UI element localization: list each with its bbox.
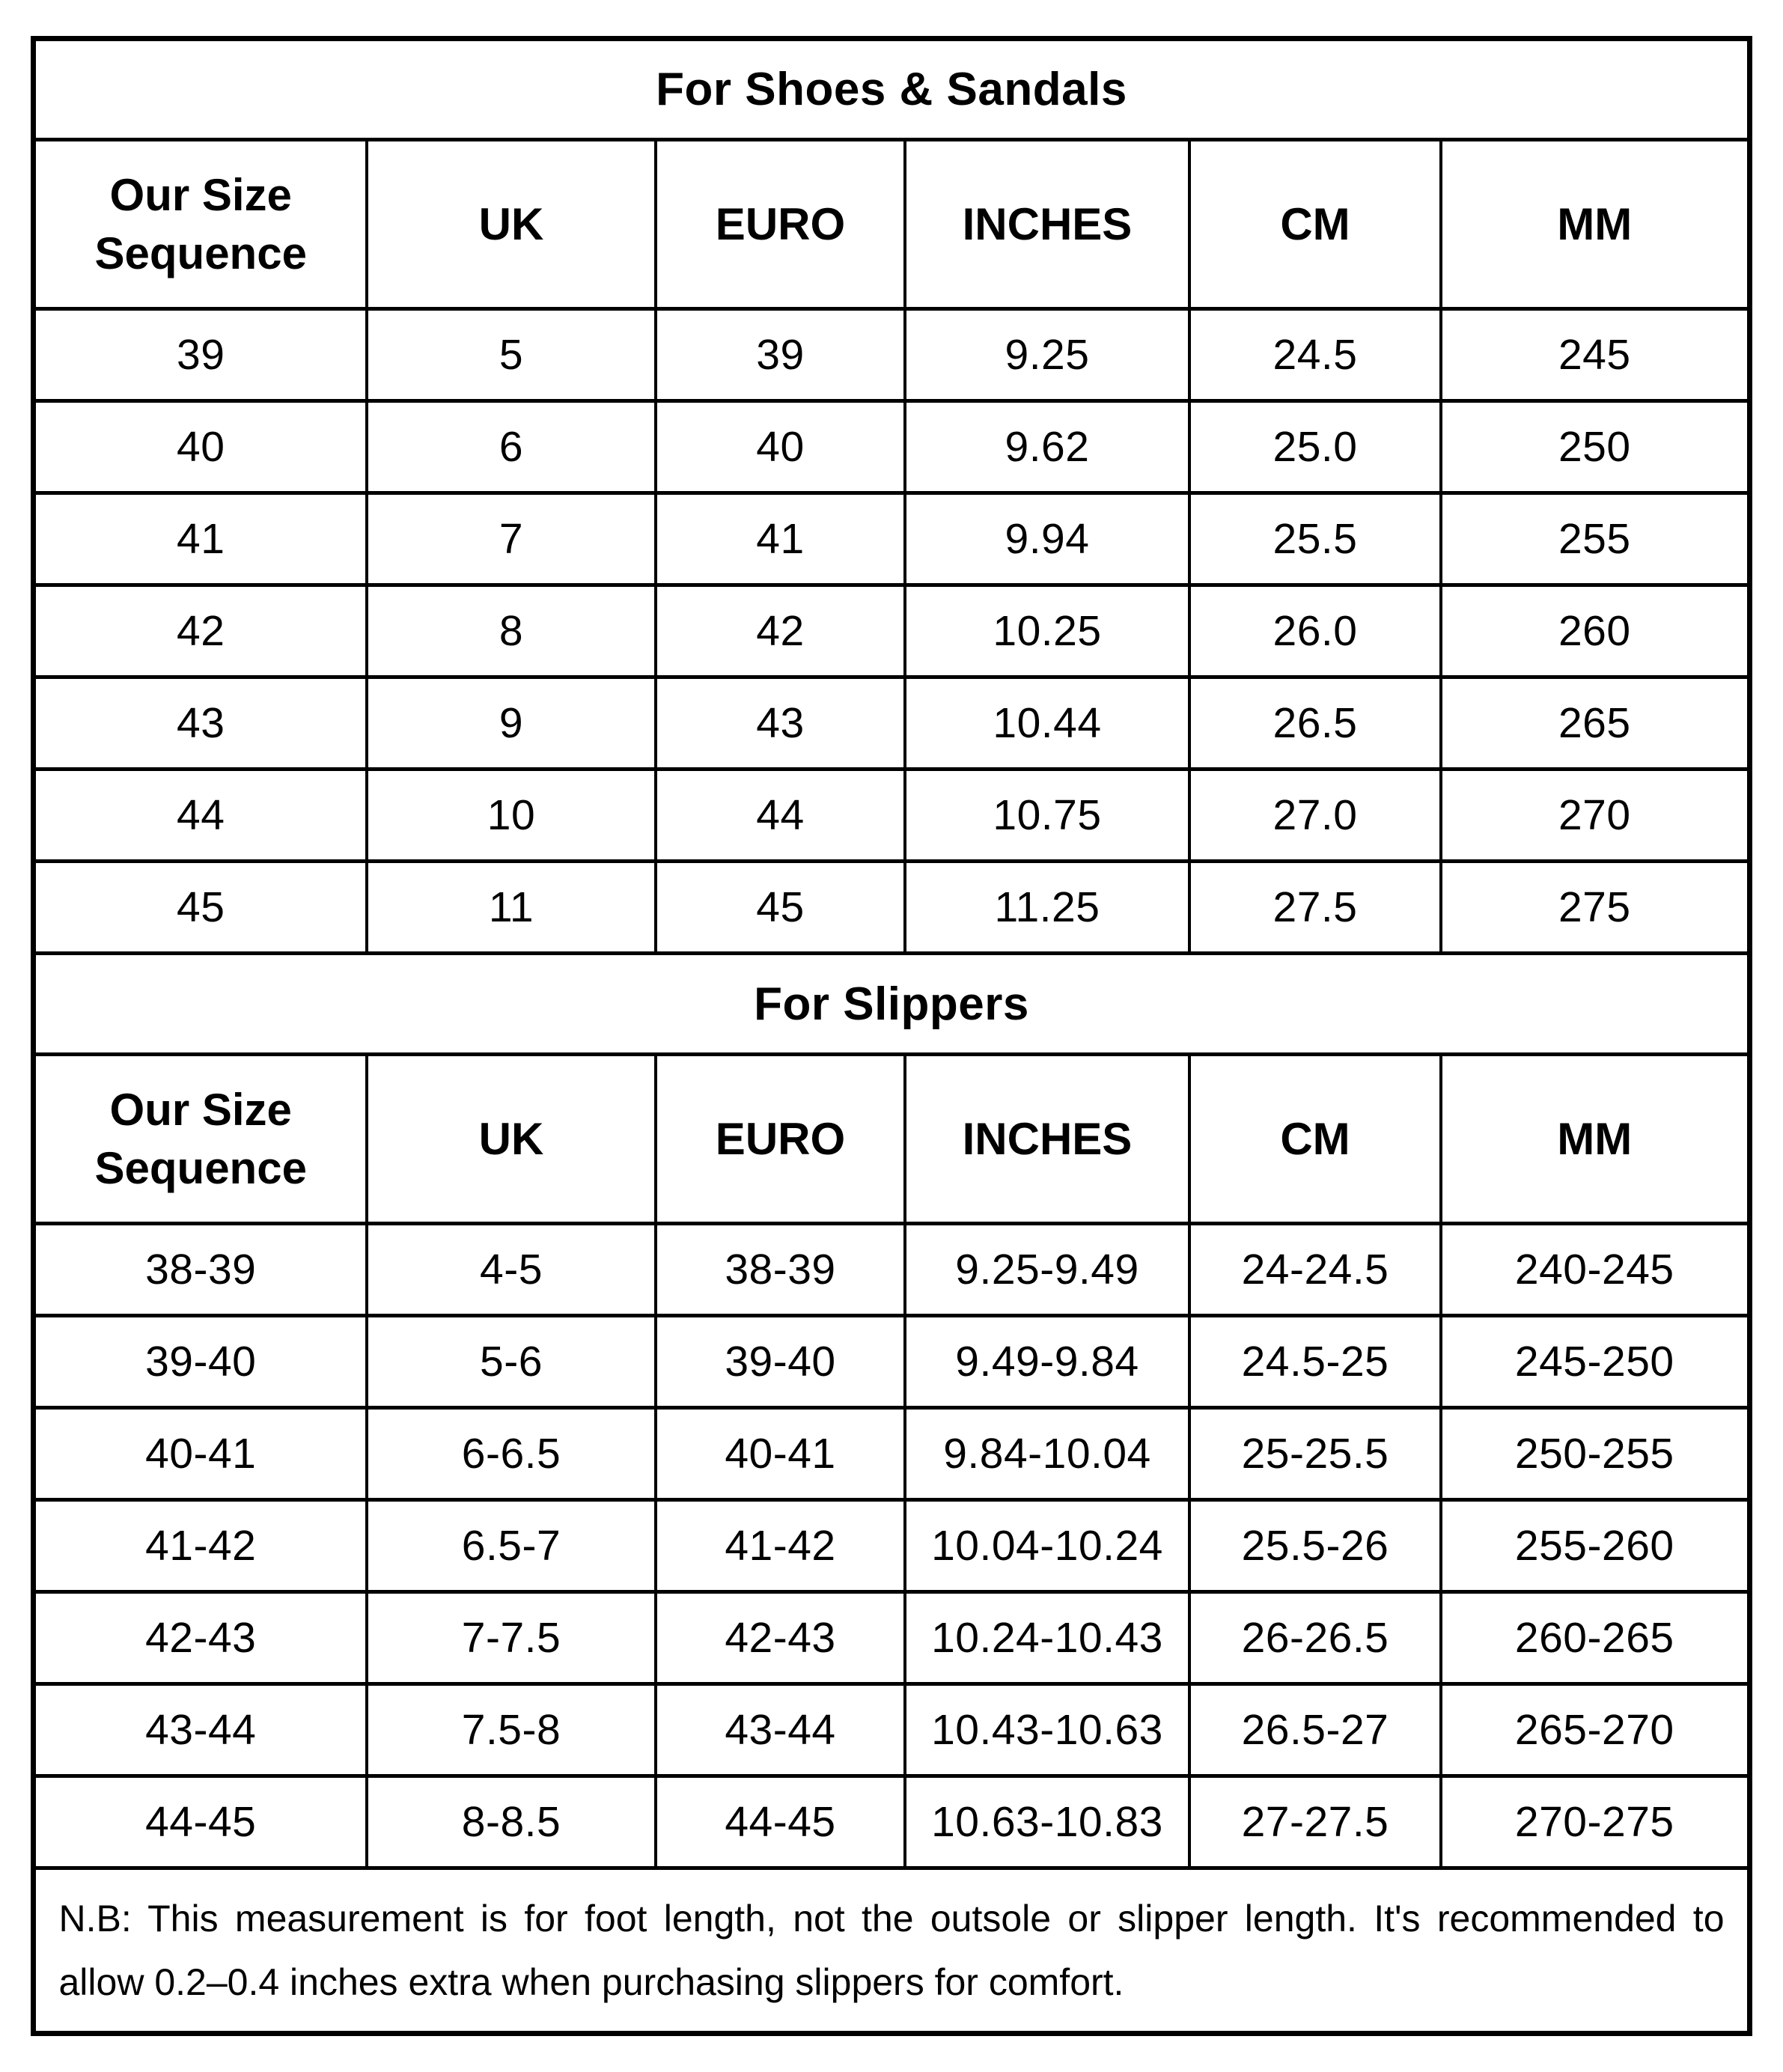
- cell-slippers-6-4: 27-27.5: [1189, 1776, 1441, 1868]
- cell-shoes-3-2: 42: [656, 585, 905, 677]
- section-title-slippers: For Slippers: [34, 954, 1749, 1055]
- cell-slippers-4-4: 26-26.5: [1189, 1592, 1441, 1684]
- table-row-slippers-4: [34, 1592, 1749, 1684]
- table-row-shoes-4: [34, 677, 1749, 770]
- note-row: [34, 1868, 1749, 2034]
- cell-slippers-0-2: 38-39: [656, 1224, 905, 1316]
- cell-shoes-3-1: 8: [367, 585, 656, 677]
- table-row-slippers-1: [34, 1316, 1749, 1408]
- cell-shoes-5-1: 10: [367, 770, 656, 862]
- table-row-slippers-6: [34, 1776, 1749, 1868]
- cell-shoes-6-2: 45: [656, 862, 905, 954]
- cell-shoes-4-0: 43: [34, 677, 367, 770]
- cell-shoes-3-4: 26.0: [1189, 585, 1441, 677]
- cell-shoes-2-0: 41: [34, 493, 367, 585]
- cell-slippers-2-0: 40-41: [34, 1408, 367, 1500]
- cell-shoes-1-1: 6: [367, 401, 656, 493]
- table-row-shoes-6: [34, 862, 1749, 954]
- cell-shoes-4-3: 10.44: [905, 677, 1189, 770]
- column-header-slippers-4: CM: [1189, 1055, 1441, 1224]
- cell-slippers-6-2: 44-45: [656, 1776, 905, 1868]
- cell-slippers-3-3: 10.04-10.24: [905, 1500, 1189, 1592]
- cell-shoes-1-2: 40: [656, 401, 905, 493]
- cell-shoes-6-4: 27.5: [1189, 862, 1441, 954]
- cell-slippers-1-5: 245-250: [1441, 1316, 1749, 1408]
- cell-slippers-3-0: 41-42: [34, 1500, 367, 1592]
- cell-slippers-3-1: 6.5-7: [367, 1500, 656, 1592]
- cell-shoes-3-3: 10.25: [905, 585, 1189, 677]
- cell-slippers-2-5: 250-255: [1441, 1408, 1749, 1500]
- column-header-slippers-1: UK: [367, 1055, 656, 1224]
- cell-shoes-3-5: 260: [1441, 585, 1749, 677]
- cell-slippers-4-2: 42-43: [656, 1592, 905, 1684]
- cell-slippers-2-2: 40-41: [656, 1408, 905, 1500]
- cell-shoes-4-4: 26.5: [1189, 677, 1441, 770]
- cell-slippers-0-0: 38-39: [34, 1224, 367, 1316]
- cell-shoes-0-0: 39: [34, 309, 367, 401]
- cell-slippers-4-3: 10.24-10.43: [905, 1592, 1189, 1684]
- column-header-slippers-5: MM: [1441, 1055, 1749, 1224]
- table-row-shoes-0: [34, 309, 1749, 401]
- table-row-shoes-2: [34, 493, 1749, 585]
- cell-shoes-1-3: 9.62: [905, 401, 1189, 493]
- cell-slippers-3-2: 41-42: [656, 1500, 905, 1592]
- cell-slippers-6-1: 8-8.5: [367, 1776, 656, 1868]
- cell-slippers-5-0: 43-44: [34, 1684, 367, 1776]
- cell-shoes-0-1: 5: [367, 309, 656, 401]
- section-title-shoes: For Shoes & Sandals: [34, 39, 1749, 140]
- cell-shoes-1-5: 250: [1441, 401, 1749, 493]
- cell-slippers-3-4: 25.5-26: [1189, 1500, 1441, 1592]
- cell-shoes-5-5: 270: [1441, 770, 1749, 862]
- cell-shoes-1-4: 25.0: [1189, 401, 1441, 493]
- section-title-row-slippers: [34, 954, 1749, 1055]
- cell-slippers-1-3: 9.49-9.84: [905, 1316, 1189, 1408]
- cell-slippers-2-3: 9.84-10.04: [905, 1408, 1189, 1500]
- cell-slippers-6-3: 10.63-10.83: [905, 1776, 1189, 1868]
- cell-shoes-0-5: 245: [1441, 309, 1749, 401]
- cell-slippers-4-1: 7-7.5: [367, 1592, 656, 1684]
- note-text: N.B: This measurement is for foot length, not the outsole or slipper length. It's recommended to allow 0.2–0.4 inches extra when purchasing slippers for comfort.: [34, 1868, 1749, 2034]
- column-header-shoes-5: MM: [1441, 140, 1749, 309]
- table-row-slippers-3: [34, 1500, 1749, 1592]
- column-header-shoes-2: EURO: [656, 140, 905, 309]
- cell-slippers-5-4: 26.5-27: [1189, 1684, 1441, 1776]
- cell-shoes-2-5: 255: [1441, 493, 1749, 585]
- table-row-shoes-3: [34, 585, 1749, 677]
- cell-slippers-5-5: 265-270: [1441, 1684, 1749, 1776]
- cell-slippers-0-5: 240-245: [1441, 1224, 1749, 1316]
- cell-slippers-0-1: 4-5: [367, 1224, 656, 1316]
- cell-slippers-0-3: 9.25-9.49: [905, 1224, 1189, 1316]
- cell-shoes-6-0: 45: [34, 862, 367, 954]
- cell-shoes-5-4: 27.0: [1189, 770, 1441, 862]
- cell-slippers-1-2: 39-40: [656, 1316, 905, 1408]
- table-row-slippers-2: [34, 1408, 1749, 1500]
- cell-shoes-0-2: 39: [656, 309, 905, 401]
- column-header-shoes-1: UK: [367, 140, 656, 309]
- cell-shoes-6-5: 275: [1441, 862, 1749, 954]
- cell-slippers-1-1: 5-6: [367, 1316, 656, 1408]
- cell-slippers-6-0: 44-45: [34, 1776, 367, 1868]
- header-row-slippers: [34, 1055, 1749, 1224]
- cell-shoes-0-3: 9.25: [905, 309, 1189, 401]
- column-header-slippers-0: Our Size Sequence: [34, 1055, 367, 1224]
- cell-slippers-2-1: 6-6.5: [367, 1408, 656, 1500]
- cell-slippers-5-2: 43-44: [656, 1684, 905, 1776]
- cell-slippers-5-1: 7.5-8: [367, 1684, 656, 1776]
- cell-shoes-2-2: 41: [656, 493, 905, 585]
- cell-slippers-5-3: 10.43-10.63: [905, 1684, 1189, 1776]
- cell-slippers-4-0: 42-43: [34, 1592, 367, 1684]
- cell-shoes-2-1: 7: [367, 493, 656, 585]
- table-row-slippers-0: [34, 1224, 1749, 1316]
- cell-slippers-0-4: 24-24.5: [1189, 1224, 1441, 1316]
- cell-slippers-2-4: 25-25.5: [1189, 1408, 1441, 1500]
- cell-shoes-0-4: 24.5: [1189, 309, 1441, 401]
- cell-shoes-6-3: 11.25: [905, 862, 1189, 954]
- column-header-slippers-2: EURO: [656, 1055, 905, 1224]
- size-chart-table: [31, 36, 1752, 2036]
- column-header-shoes-0: Our Size Sequence: [34, 140, 367, 309]
- cell-shoes-1-0: 40: [34, 401, 367, 493]
- table-row-shoes-5: [34, 770, 1749, 862]
- cell-slippers-6-5: 270-275: [1441, 1776, 1749, 1868]
- table-row-slippers-5: [34, 1684, 1749, 1776]
- cell-shoes-5-2: 44: [656, 770, 905, 862]
- table-row-shoes-1: [34, 401, 1749, 493]
- column-header-slippers-3: INCHES: [905, 1055, 1189, 1224]
- cell-shoes-5-3: 10.75: [905, 770, 1189, 862]
- cell-shoes-4-5: 265: [1441, 677, 1749, 770]
- section-title-row-shoes: [34, 39, 1749, 140]
- cell-shoes-4-2: 43: [656, 677, 905, 770]
- cell-slippers-3-5: 255-260: [1441, 1500, 1749, 1592]
- size-chart-body: [34, 39, 1749, 2034]
- cell-slippers-1-0: 39-40: [34, 1316, 367, 1408]
- header-row-shoes: [34, 140, 1749, 309]
- cell-shoes-3-0: 42: [34, 585, 367, 677]
- cell-shoes-4-1: 9: [367, 677, 656, 770]
- cell-shoes-2-4: 25.5: [1189, 493, 1441, 585]
- column-header-shoes-3: INCHES: [905, 140, 1189, 309]
- cell-slippers-1-4: 24.5-25: [1189, 1316, 1441, 1408]
- cell-shoes-2-3: 9.94: [905, 493, 1189, 585]
- cell-shoes-6-1: 11: [367, 862, 656, 954]
- cell-shoes-5-0: 44: [34, 770, 367, 862]
- cell-slippers-4-5: 260-265: [1441, 1592, 1749, 1684]
- column-header-shoes-4: CM: [1189, 140, 1441, 309]
